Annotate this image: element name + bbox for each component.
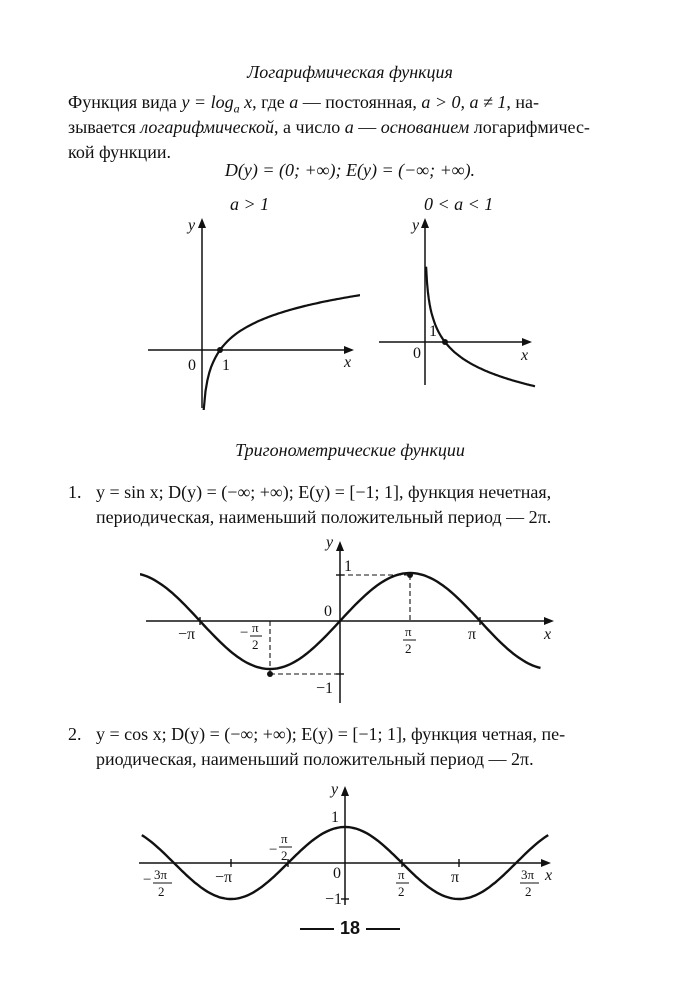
y-label-minus1: −1 — [316, 680, 334, 697]
var-a: a — [289, 92, 299, 112]
origin-label: 0 — [333, 865, 341, 882]
text-fragment: логарифмичес- — [469, 117, 590, 137]
page-number-dash-right — [366, 928, 400, 930]
cos-description-line1: y = cos x; D(y) = (−∞; +∞); E(y) = [−1; 1], функция четная, пе- — [96, 724, 566, 744]
y-axis-label: y — [188, 217, 196, 234]
term-base: основанием — [380, 117, 470, 137]
label-minus-3pi-half-sign: − — [143, 872, 152, 888]
term-logarithmic: логарифмической — [140, 117, 275, 137]
x-axis-label: x — [344, 354, 352, 371]
cos-description-line2: риодическая, наименьший положительный период — 2π. — [96, 749, 534, 769]
var-a: a — [344, 117, 354, 137]
point-1-0 — [217, 347, 223, 353]
text-fragment: Функция вида — [68, 92, 182, 112]
x-axis-label: x — [544, 626, 552, 643]
y-axis-arrow — [198, 218, 206, 228]
log-curve-decreasing — [426, 267, 535, 387]
x-label-pi: π — [451, 869, 460, 886]
tick-one-label: 1 — [429, 323, 437, 340]
x-label-minus-pi-half-sign: − — [240, 625, 249, 641]
x-axis-arrow — [344, 346, 354, 354]
label-3pi-half-num: 3π — [521, 867, 535, 882]
formula-condition: a > 0, a ≠ 1 — [421, 92, 507, 112]
sin-graph — [140, 535, 570, 705]
x-axis-label: x — [521, 347, 529, 364]
label-minus-pi-half-sign: − — [269, 842, 278, 858]
y-axis-label: y — [412, 217, 420, 234]
x-label-minus-pi: −π — [178, 626, 196, 643]
y-axis-arrow — [421, 218, 429, 228]
x-axis-arrow — [522, 338, 532, 346]
label-pi-half-den: 2 — [398, 884, 405, 899]
page-number — [0, 918, 700, 939]
log-graph-left-caption: a > 1 — [230, 194, 270, 214]
log-graph-right-caption: 0 < a < 1 — [424, 194, 494, 214]
x-label-minus-pi-half-den: 2 — [252, 637, 259, 652]
text-fragment: — постоянная, — [298, 92, 422, 112]
origin-label: 0 — [324, 603, 332, 620]
item-number: 2. — [68, 724, 82, 744]
log-domain-range — [0, 160, 700, 181]
text-fragment: зывается — [68, 117, 141, 137]
y-axis-arrow — [336, 541, 344, 551]
x-label-pi-half-den: 2 — [405, 641, 412, 656]
log-definition-line3: кой функции. — [68, 142, 171, 162]
trig-section-title: Тригонометрические функции — [235, 440, 465, 460]
y-label-1: 1 — [331, 809, 339, 826]
domain-range-formula: D(y) = (0; +∞); E(y) = (−∞; +∞). — [224, 160, 476, 180]
sin-description-line2: периодическая, наименьший положительный период — 2π. — [96, 507, 552, 527]
y-label-1: 1 — [344, 558, 352, 575]
y-axis-label: y — [331, 781, 339, 798]
y-axis-arrow — [341, 786, 349, 796]
label-minus-3pi-half-den: 2 — [158, 884, 165, 899]
log-definition-line2 — [68, 115, 638, 140]
label-minus-pi-half-num: π — [281, 831, 288, 846]
log-curve-increasing — [204, 286, 360, 410]
item-number: 1. — [68, 482, 82, 502]
page-number-dash-left — [300, 928, 334, 930]
x-axis-label: x — [545, 867, 553, 884]
sin-max-point — [407, 572, 413, 578]
label-minus-pi-half-den: 2 — [281, 848, 288, 863]
x-label-pi-half-num: π — [405, 624, 412, 639]
x-label-minus-pi: −π — [215, 869, 233, 886]
origin-label: 0 — [188, 357, 196, 374]
text-fragment: , на- — [506, 92, 540, 112]
sin-description — [68, 480, 638, 530]
text-fragment: — — [353, 117, 381, 137]
cos-graph — [135, 780, 565, 910]
y-label-minus1: −1 — [325, 891, 343, 908]
sin-min-point — [267, 671, 273, 677]
origin-label: 0 — [413, 345, 421, 362]
formula-x: x — [239, 92, 253, 112]
label-pi-half-num: π — [398, 867, 405, 882]
x-axis-arrow — [544, 617, 554, 625]
formula-base: a — [233, 101, 240, 116]
text-fragment: , а число — [274, 117, 345, 137]
log-graph-right — [375, 210, 540, 410]
x-label-minus-pi-half-num: π — [252, 620, 259, 635]
formula-log: y = log — [181, 92, 234, 112]
text-fragment: , где — [252, 92, 290, 112]
page-number-value: 18 — [339, 918, 361, 938]
cos-description — [68, 722, 638, 772]
label-minus-3pi-half-num: 3π — [154, 867, 168, 882]
sin-description-line1: y = sin x; D(y) = (−∞; +∞); E(y) = [−1; 1], функция нечетная, — [96, 482, 552, 502]
y-axis-label: y — [326, 535, 334, 551]
tick-one-label: 1 — [222, 357, 230, 374]
log-section-title: Логарифмическая функция — [247, 62, 453, 82]
x-axis-arrow — [541, 859, 551, 867]
label-3pi-half-den: 2 — [525, 884, 532, 899]
x-label-pi: π — [468, 626, 477, 643]
log-graph-left — [140, 210, 360, 410]
point-1-0 — [442, 339, 448, 345]
